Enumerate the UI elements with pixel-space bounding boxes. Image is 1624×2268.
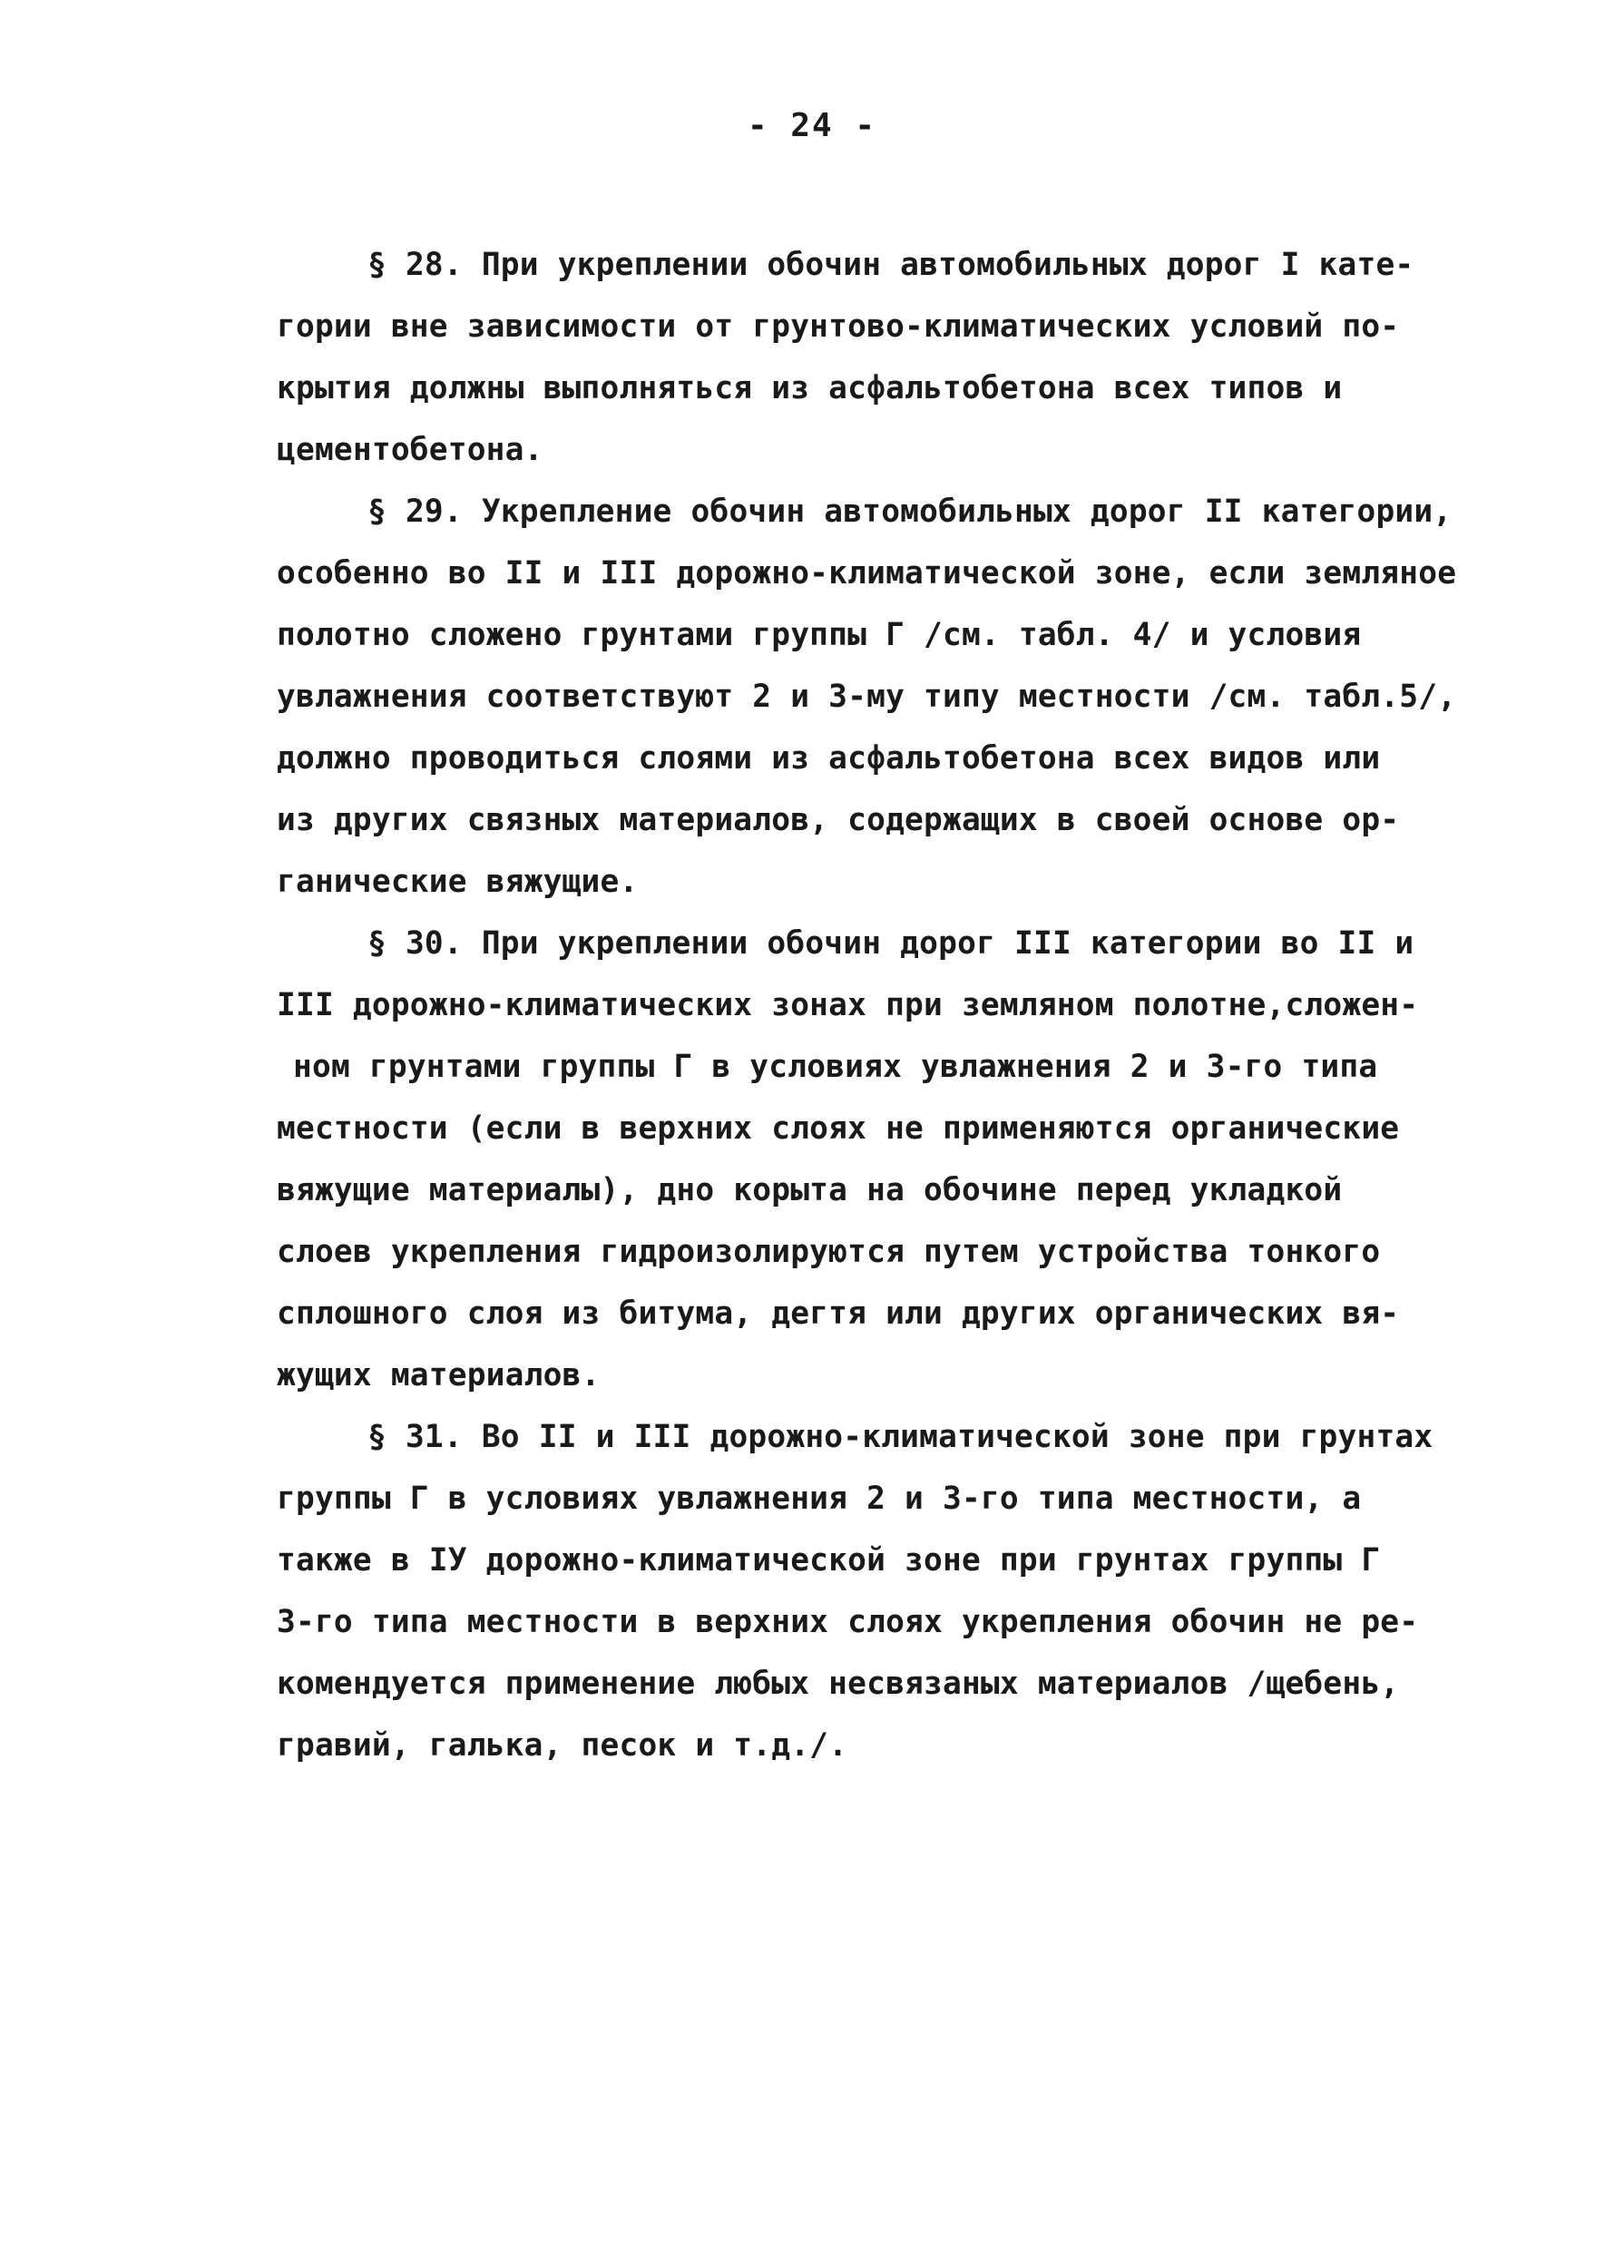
paragraph-31-line-1: § 31. Во II и III дорожно-климатической зоне при грунтах — [367, 1419, 1433, 1455]
paragraph-29-line-4: увлажнения соответствуют 2 и 3-му типу местности /см. табл.5/, — [277, 679, 1457, 715]
paragraph-30-line-4: местности (если в верхних слоях не применяются органические — [277, 1110, 1400, 1147]
page-number: - 24 - — [747, 107, 877, 144]
paragraph-28-line-4: цементобетона. — [277, 432, 543, 468]
paragraph-29-line-1: § 29. Укрепление обочин автомобильных дорог II категории, — [367, 494, 1453, 530]
paragraph-30-line-8: жущих материалов. — [277, 1357, 601, 1393]
paragraph-31-line-2: группы Г в условиях увлажнения 2 и 3-го типа местности, а — [277, 1481, 1362, 1517]
paragraph-31-line-4: 3-го типа местности в верхних слоях укрепления обочин не ре- — [277, 1604, 1419, 1640]
body-text — [277, 234, 1465, 1776]
paragraph-28-line-2: гории вне зависимости от грунтово-климатических условий по- — [277, 308, 1400, 345]
paragraph-30-line-2: III дорожно-климатических зонах при земляном полотне,сложен- — [277, 987, 1419, 1023]
paragraph-29-line-6: из других связных материалов, содержащих в своей основе ор- — [277, 802, 1400, 838]
paragraph-28-line-1: § 28. При укреплении обочин автомобильных дорог I кате- — [367, 247, 1414, 283]
paragraph-31-line-5: комендуется применение любых несвязаных материалов /щебень, — [277, 1666, 1400, 1702]
paragraph-30-line-1: § 30. При укреплении обочин дорог III категории во II и — [367, 925, 1414, 962]
paragraph-31-line-3: также в IУ дорожно-климатической зоне при грунтах группы Г — [277, 1542, 1381, 1579]
paragraph-30-line-5: вяжущие материалы), дно корыта на обочине перед укладкой — [277, 1172, 1343, 1208]
paragraph-29-line-2: особенно во II и III дорожно-климатической зоне, если земляное — [277, 555, 1457, 591]
paragraph-31-line-6: гравий, галька, песок и т.д./. — [277, 1727, 848, 1764]
paragraph-29-line-7: ганические вяжущие. — [277, 864, 639, 900]
paragraph-30-line-7: сплошного слоя из битума, дегтя или других органических вя- — [277, 1295, 1400, 1332]
paragraph-30-line-3: ном грунтами группы Г в условиях увлажнения 2 и 3-го типа — [293, 1049, 1378, 1085]
paragraph-30-line-6: слоев укрепления гидроизолируются путем устройства тонкого — [277, 1234, 1381, 1270]
paragraph-29-line-5: должно проводиться слоями из асфальтобетона всех видов или — [277, 740, 1381, 777]
paragraph-28-line-3: крытия должны выполняться из асфальтобетона всех типов и — [277, 370, 1343, 406]
paragraph-29-line-3: полотно сложено грунтами группы Г /см. табл. 4/ и условия — [277, 617, 1362, 653]
